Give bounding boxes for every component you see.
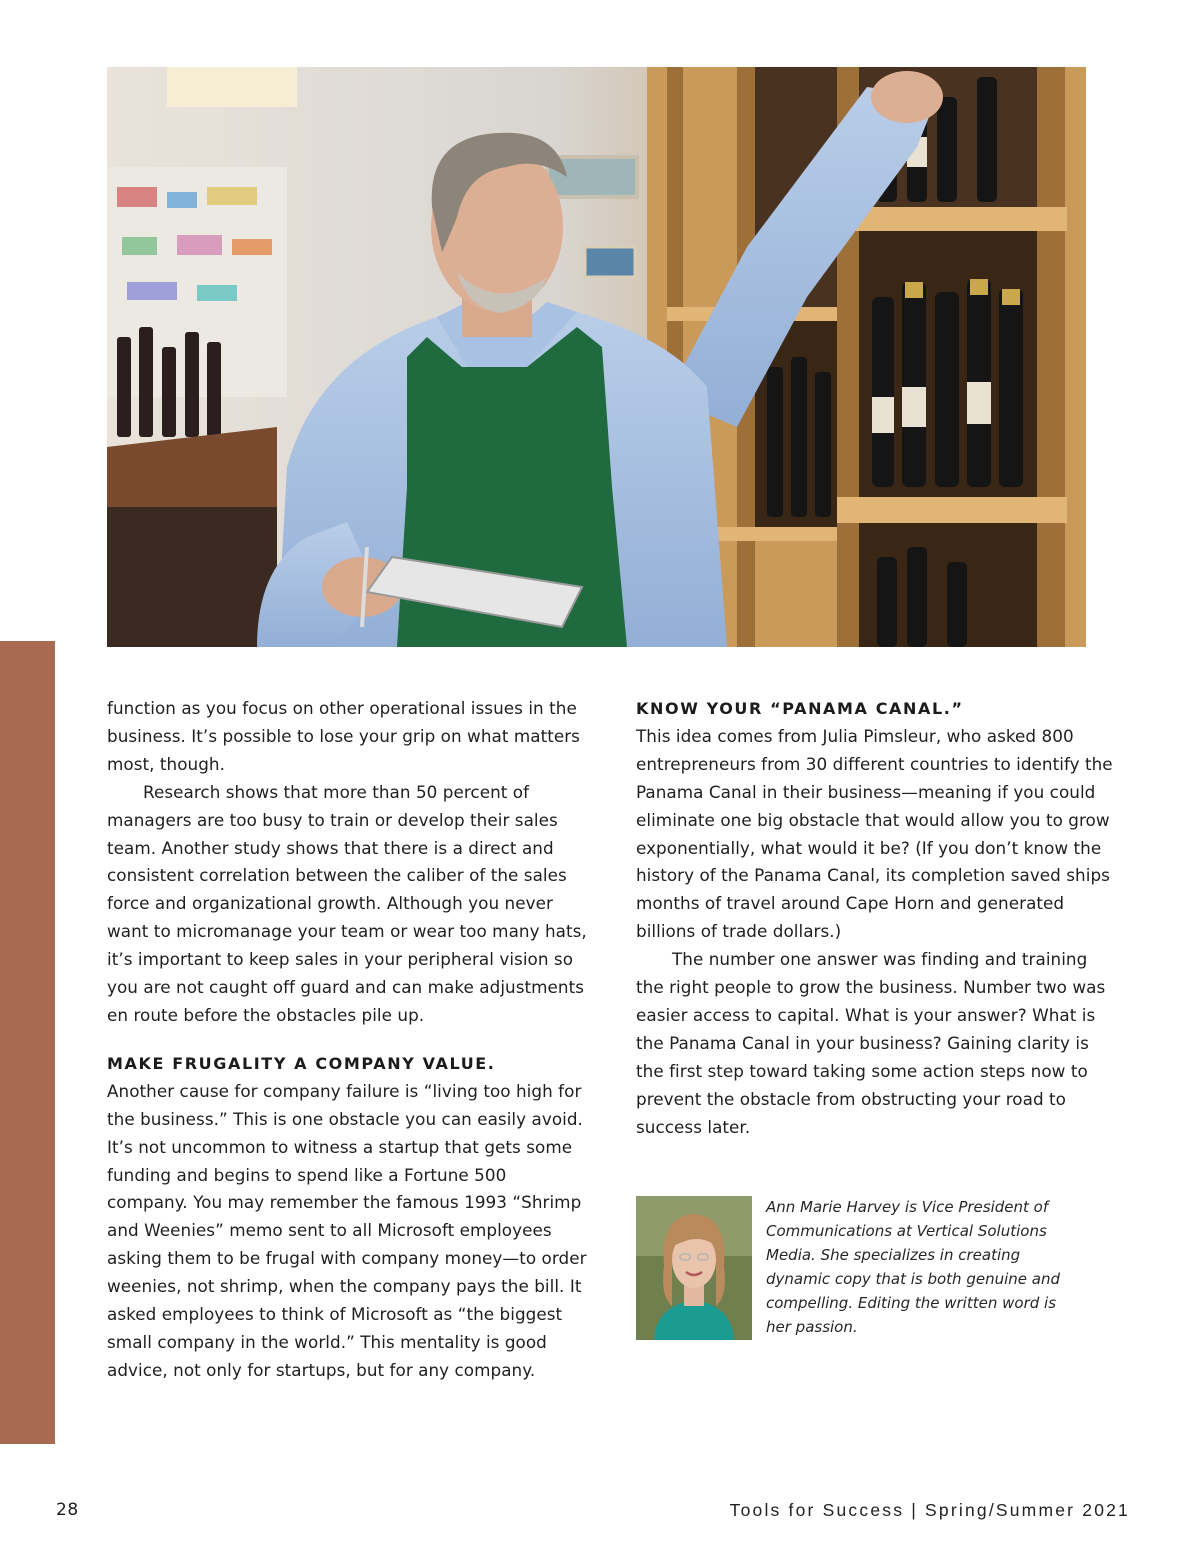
paragraph: Another cause for company failure is “living too high for the business.” This is one obstacle you can easily avoid. It’s not uncommon to witness a startup that gets some funding and begins to spend like a Fortune 500 company. You may remember the famous 1993 “Shrimp and Weenies” memo sent to all Microsoft employees asking them to be frugal with company money—to order weenies, not shrimp, when the company pays the bill. It asked employees to think of Microsoft as “the biggest small company in the world.” This mentality is good advice, not only for startups, but for any company. — [107, 1080, 587, 1380]
hero-photo-illustration — [107, 67, 1086, 647]
paragraph: Research shows that more than 50 percent of managers are too busy to train or develop their sales team. Another study shows that there is a direct and consistent correlation between the caliber of the sales force and organizational growth. Although you never want to micromanage your team or wear too many hats, it’s important to keep sales in your peripheral vision so you are not caught off guard and can make adjustments en route before the obstacles pile up. — [107, 781, 587, 1025]
hero-photo — [107, 67, 1086, 647]
paragraph: function as you focus on other operational issues in the business. It’s possible to lose your grip on what matters most, though. — [107, 698, 580, 774]
author-bio: Ann Marie Harvey is Vice President of Communications at Vertical Solutions Media. She specializes in creating dynamic copy that is both genuine and compelling. Editing the written word is her passion. — [766, 1198, 1060, 1336]
side-accent-bar — [0, 641, 55, 1444]
paragraph: The number one answer was finding and training the right people to grow the business. Number two was easier access to capital. What is your answer? What is the Panama Canal in your business? Gaining clarity is the first step toward taking some action steps now to prevent the obstacle from obstructing your road to success later. — [636, 949, 1106, 1137]
paragraph: This idea comes from Julia Pimsleur, who asked 800 entrepreneurs from 30 different countries to identify the Panama Canal in their business—meaning if you could eliminate one big obstacle that would allow you to grow exponentially, what would it be? (If you don’t know the history of the Panama Canal, its completion saved ships months of travel around Cape Horn and generated billions of trade dollars.) — [636, 725, 1113, 942]
publication-footer: Tools for Success | Spring/Summer 2021 — [729, 1500, 1130, 1520]
article-left-column — [107, 695, 587, 1385]
section-heading: MAKE FRUGALITY A COMPANY VALUE. — [107, 1053, 496, 1073]
author-portrait — [636, 1196, 752, 1340]
page-number: 28 — [56, 1500, 79, 1520]
section-heading: KNOW YOUR “PANAMA CANAL.” — [636, 699, 964, 718]
article-right-column — [636, 695, 1116, 1142]
author-portrait-illustration — [636, 1196, 752, 1340]
